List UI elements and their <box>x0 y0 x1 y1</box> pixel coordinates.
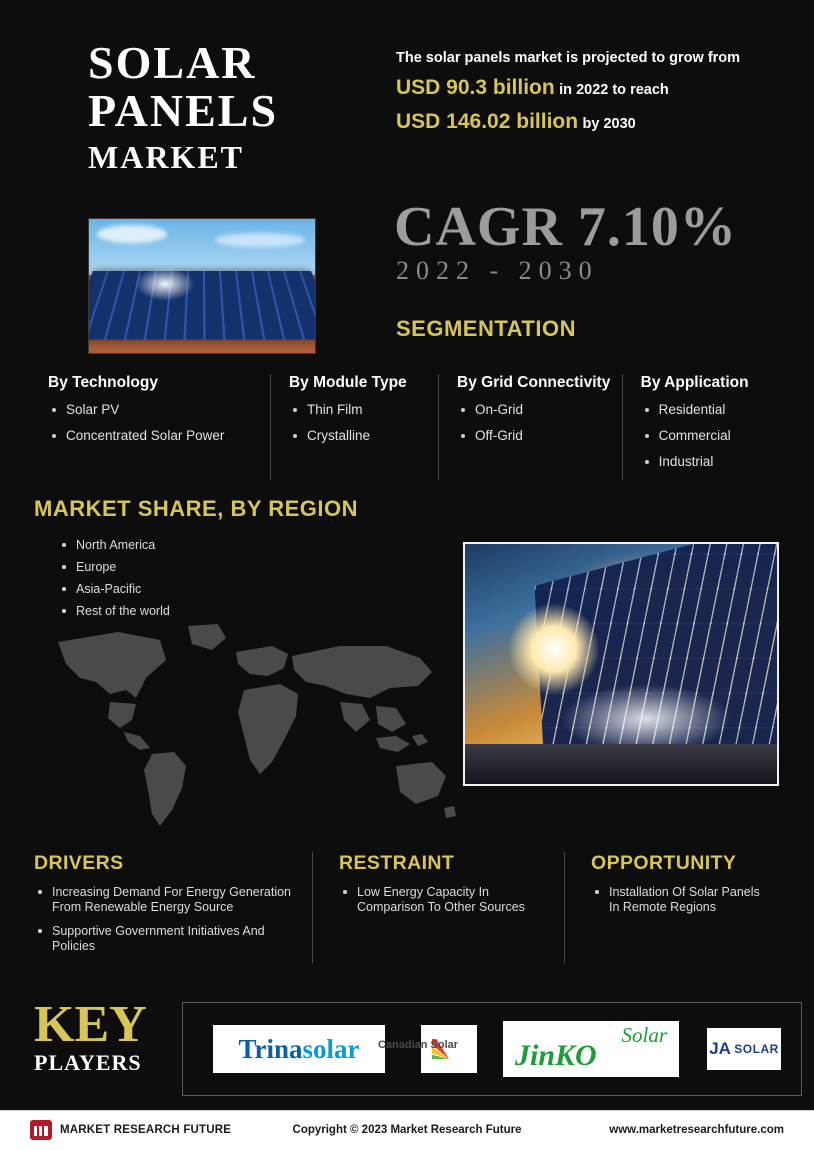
region-item: Rest of the world <box>56 604 316 619</box>
segment-column-module-type <box>270 374 438 480</box>
cloud-shape-2 <box>215 233 305 247</box>
stat-2022-row <box>396 76 796 102</box>
sun-glare-shape <box>135 267 195 301</box>
jinko-solar-logo <box>503 1021 679 1077</box>
footer-website[interactable]: www.marketresearchfuture.com <box>609 1124 784 1136</box>
footer-copyright: Copyright © 2023 Market Research Future <box>292 1124 522 1136</box>
trina-logo-part2: solar <box>302 1033 360 1064</box>
jinko-logo-main: JinKO <box>515 1039 597 1072</box>
cagr-period: 2022 - 2030 <box>396 256 599 285</box>
segment-item: Off-Grid <box>457 428 612 444</box>
drivers-heading: DRIVERS <box>34 852 124 874</box>
region-item: Europe <box>56 560 316 575</box>
stat-2022-value: USD 90.3 billion <box>396 76 555 99</box>
market-stats <box>396 48 796 136</box>
restraint-item: Low Energy Capacity In Comparison To Other Sources <box>339 885 550 915</box>
segment-item: Solar PV <box>48 402 260 418</box>
segment-heading: By Application <box>640 374 749 391</box>
drivers-restraints-opportunities <box>34 852 786 963</box>
canadian-solar-logo <box>377 1025 477 1073</box>
region-item: North America <box>56 538 316 553</box>
key-players-players-text: PLAYERS <box>34 1050 142 1075</box>
ground-shape <box>465 744 777 784</box>
stats-intro-text: The solar panels market is projected to grow from <box>396 50 741 66</box>
segment-item: Crystalline <box>289 428 428 444</box>
segment-heading: By Grid Connectivity <box>457 374 611 391</box>
trina-logo-part1: Trina <box>238 1033 303 1064</box>
world-map-graphic <box>40 620 460 840</box>
panel-array-shape <box>88 271 316 340</box>
segment-column-technology <box>48 374 270 480</box>
segment-column-grid-connectivity <box>438 374 622 480</box>
driver-item: Supportive Government Initiatives And Policies <box>34 924 298 954</box>
segment-item: On-Grid <box>457 402 612 418</box>
segment-item: Industrial <box>641 454 768 470</box>
title-line-solar: SOLAR <box>88 37 257 88</box>
market-share-region-list <box>56 538 316 626</box>
footer-bar <box>0 1110 814 1150</box>
page-title <box>88 37 378 178</box>
segment-item: Commercial <box>641 428 768 444</box>
segmentation-columns <box>48 374 778 480</box>
solar-farm-sunset-photo <box>463 542 779 786</box>
market-share-heading: MARKET SHARE, BY REGION <box>34 496 359 521</box>
driver-item: Increasing Demand For Energy Generation From Renewable Energy Source <box>34 885 298 915</box>
ja-logo-part1: JA <box>709 1039 731 1058</box>
key-players-logo-box <box>182 1002 802 1096</box>
title-line-market: MARKET <box>88 139 244 175</box>
jinko-logo-top: Solar <box>621 1023 667 1047</box>
opportunity-heading: OPPORTUNITY <box>591 852 737 874</box>
opportunity-column <box>564 852 786 963</box>
segment-column-application <box>622 374 778 480</box>
title-line-panels: PANELS <box>88 85 279 136</box>
region-item: Asia-Pacific <box>56 582 316 597</box>
segment-item: Residential <box>641 402 768 418</box>
segment-item: Thin Film <box>289 402 428 418</box>
key-players-key-text: KEY <box>34 996 147 1053</box>
ja-logo-part2: SOLAR <box>734 1042 779 1056</box>
restraint-column <box>312 852 564 963</box>
segment-item: Concentrated Solar Power <box>48 428 260 444</box>
stat-2030-value: USD 146.02 billion <box>396 110 579 133</box>
segment-heading: By Technology <box>48 374 158 391</box>
stat-2022-suffix: in 2022 to reach <box>559 82 669 98</box>
segmentation-heading: SEGMENTATION <box>396 316 576 341</box>
stat-2030-row <box>396 110 796 136</box>
opportunity-item: Installation Of Solar Panels In Remote Regions <box>591 885 772 915</box>
restraint-heading: RESTRAINT <box>339 852 455 874</box>
canadian-solar-logo-text: Canadian Solar <box>377 1039 459 1051</box>
footer-brand-text: MARKET RESEARCH FUTURE <box>60 1124 232 1136</box>
ja-solar-logo <box>707 1028 781 1070</box>
cloud-shape <box>97 225 167 243</box>
cagr-value: CAGR 7.10% <box>394 196 737 258</box>
stat-2030-suffix: by 2030 <box>582 116 636 132</box>
solar-panel-roof-photo <box>88 218 316 354</box>
sun-shape <box>509 604 599 694</box>
drivers-column <box>34 852 312 963</box>
segment-heading: By Module Type <box>288 374 407 391</box>
key-players-label <box>34 996 184 1076</box>
